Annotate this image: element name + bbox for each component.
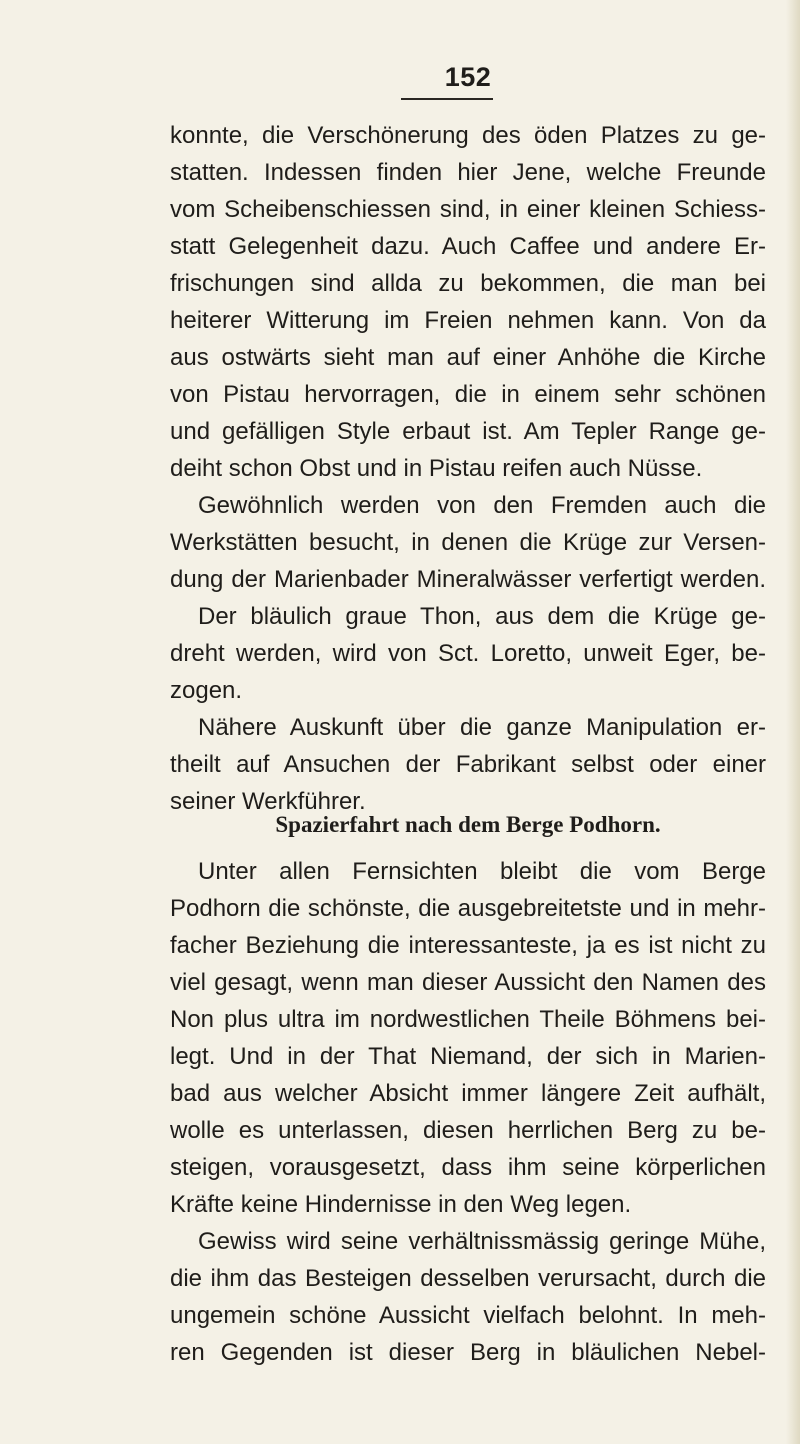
text-line: und gefälligen Style erbaut ist. Am Tepler Range ge-	[170, 418, 766, 445]
text-line: Kräfte keine Hindernisse in den Weg legen.	[170, 1191, 632, 1218]
text-line: Gewöhnlich werden von den Fremden auch die	[198, 492, 766, 519]
text-line: theilt auf Ansuchen der Fabrikant selbst oder einer	[170, 751, 766, 778]
text-line: Podhorn die schönste, die ausgebreitetste und in mehr-	[170, 895, 766, 922]
text-line: von Pistau hervorragen, die in einem sehr schönen	[170, 381, 766, 408]
text-line: steigen, vorausgesetzt, dass ihm seine körperlichen	[170, 1154, 766, 1181]
text-line: Werkstätten besucht, in denen die Krüge zur Versen-	[170, 529, 766, 556]
text-line: ren Gegenden ist dieser Berg in bläulichen Nebel-	[170, 1339, 766, 1366]
text-line: heiterer Witterung im Freien nehmen kann. Von da	[170, 307, 766, 334]
text-line: legt. Und in der That Niemand, der sich in Marien-	[170, 1043, 766, 1070]
text-line: ungemein schöne Aussicht vielfach belohnt. In meh-	[170, 1302, 766, 1329]
section-heading: Spazierfahrt nach dem Berge Podhorn.	[275, 812, 661, 837]
text-line: Non plus ultra im nordwestlichen Theile Böhmens bei-	[170, 1006, 766, 1033]
text-line: Nähere Auskunft über die ganze Manipulation er-	[198, 714, 766, 741]
text-line: dung der Marienbader Mineralwässer verfertigt werden.	[170, 566, 766, 593]
text-line: statten. Indessen finden hier Jene, welche Freunde	[170, 159, 766, 186]
text-line: viel gesagt, wenn man dieser Aussicht den Namen des	[170, 969, 766, 996]
text-line: vom Scheibenschiessen sind, in einer kleinen Schiess-	[170, 196, 766, 223]
text-line: frischungen sind allda zu bekommen, die man bei	[170, 270, 766, 297]
text-line: deiht schon Obst und in Pistau reifen auch Nüsse.	[170, 455, 703, 482]
text-line: facher Beziehung die interessanteste, ja es ist nicht zu	[170, 932, 766, 959]
text-line: konnte, die Verschönerung des öden Platzes zu ge-	[170, 122, 766, 149]
paragraph-block-2	[170, 853, 766, 1371]
paragraph-block-1	[170, 117, 766, 820]
text-line: seiner Werkführer.	[170, 788, 366, 815]
text-line: Der bläulich graue Thon, aus dem die Krüge ge-	[198, 603, 766, 630]
page-edge-shadow	[786, 0, 800, 1444]
text-line: die ihm das Besteigen desselben verursacht, durch die	[170, 1265, 766, 1292]
text-line: aus ostwärts sieht man auf einer Anhöhe die Kirche	[170, 344, 766, 371]
text-line: statt Gelegenheit dazu. Auch Caffee und andere Er-	[170, 233, 766, 260]
text-line: Unter allen Fernsichten bleibt die vom Berge	[198, 858, 766, 885]
page-number: 152	[444, 62, 492, 92]
text-line: Gewiss wird seine verhältnissmässig geringe Mühe,	[198, 1228, 766, 1255]
text-line: dreht werden, wird von Sct. Loretto, unweit Eger, be-	[170, 640, 766, 667]
text-line: zogen.	[170, 677, 243, 704]
text-line: bad aus welcher Absicht immer längere Zeit aufhält,	[170, 1080, 766, 1107]
text-line: wolle es unterlassen, diesen herrlichen Berg zu be-	[170, 1117, 766, 1144]
page-number-rule	[401, 98, 493, 100]
